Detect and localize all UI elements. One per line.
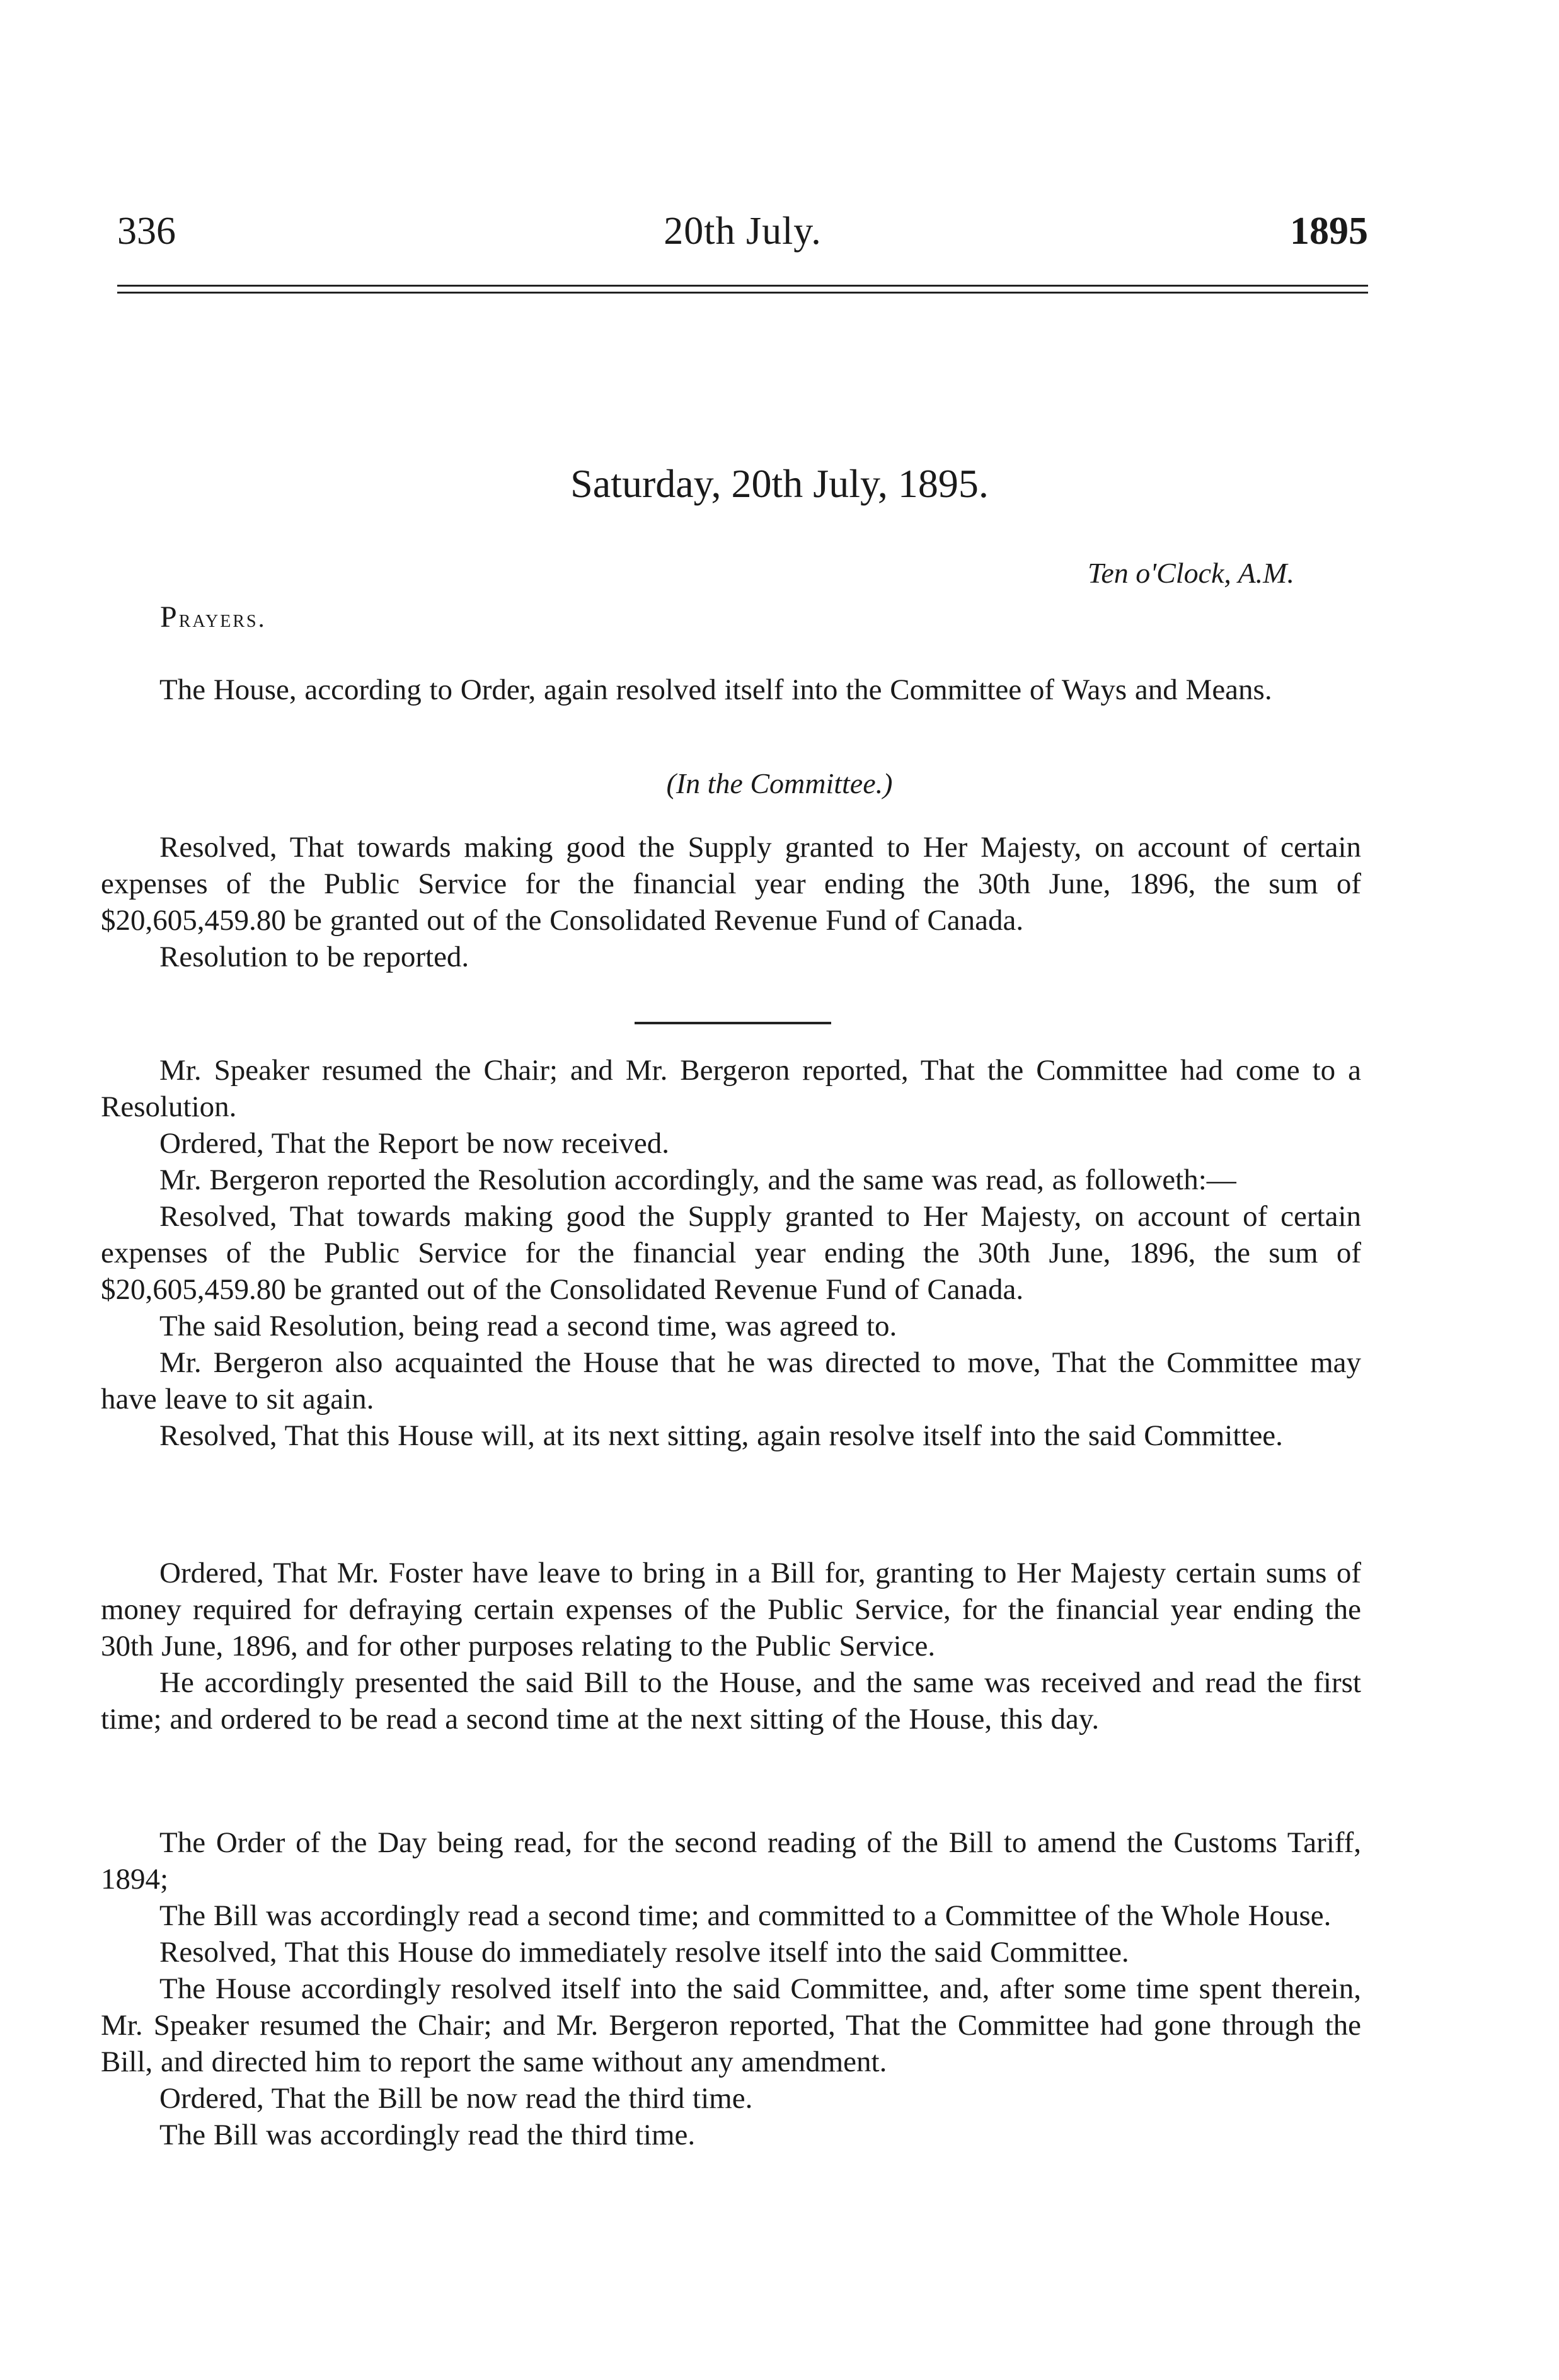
report-section <box>101 1052 1361 1454</box>
paragraph: He accordingly presented the said Bill to the House, and the same was received and read the first time; and ordered to be read a second time at the next sitting of the House, this day. <box>101 1666 1361 1736</box>
paragraph: Ordered, That the Report be now received. <box>159 1127 670 1160</box>
paragraph: Resolution to be reported. <box>159 941 469 973</box>
paragraph: Ordered, That Mr. Foster have leave to bring in a Bill for, granting to Her Majesty certain sums of money required for defraying certain expenses of the Public Service, for the financial year ending the 30th June, 1896, and for other purposes relating to the Public Service. <box>101 1557 1361 1662</box>
paragraph: Resolved, That towards making good the Supply granted to Her Majesty, on account of certain expenses of the Public Service for the financial year ending the 30th June, 1896, the sum of $20,605,459.80 be granted out of the Consolidated Revenue Fund of Canada. <box>101 831 1361 937</box>
paragraph: The House accordingly resolved itself into the said Committee, and, after some time spent therein, Mr. Speaker resumed the Chair; and Mr. Bergeron reported, That the Committee had gone through the Bill, and directed him to report the same without any amendment. <box>101 1972 1361 2078</box>
running-head <box>117 203 1368 260</box>
page-number: 336 <box>117 210 176 253</box>
paragraph: Ordered, That the Bill be now read the third time. <box>159 2082 753 2115</box>
paragraph: Resolved, That this House do immediately resolve itself into the said Committee. <box>159 1936 1129 1969</box>
paragraph: Mr. Bergeron also acquainted the House that he was directed to move, That the Committee may have leave to sit again. <box>101 1346 1361 1416</box>
sitting-date: Saturday, 20th July, 1895. <box>570 461 989 506</box>
running-head-year: 1895 <box>1290 210 1368 253</box>
paragraph: Resolved, That this House will, at its next sitting, again resolve itself into the said Committee. <box>159 1419 1283 1452</box>
paragraph: The Order of the Day being read, for the second reading of the Bill to amend the Customs Tariff, 1894; <box>101 1826 1361 1896</box>
sitting-time: Ten o'Clock, A.M. <box>1088 557 1294 589</box>
customs-tariff-section <box>101 1824 1361 2153</box>
paragraph: Resolved, That towards making good the Supply granted to Her Majesty, on account of certain expenses of the Public Service for the financial year ending the 30th June, 1896, the sum of $20,605,459.80 be granted out of the Consolidated Revenue Fund of Canada. <box>101 1200 1361 1306</box>
prayers-heading: Prayers. <box>160 600 267 634</box>
paragraph: The Bill was accordingly read a second time; and committed to a Committee of the Whole House. <box>159 1899 1332 1932</box>
paragraph: The said Resolution, being read a second time, was agreed to. <box>159 1310 897 1342</box>
ways-and-means-opening <box>101 672 1361 708</box>
foster-bill-section <box>101 1555 1361 1737</box>
paragraph: Mr. Speaker resumed the Chair; and Mr. Bergeron reported, That the Committee had come to a Resolution. <box>101 1054 1361 1123</box>
running-head-date: 20th July. <box>664 210 822 253</box>
paragraph: The House, according to Order, again resolved itself into the Committee of Ways and Means. <box>159 673 1272 706</box>
section-divider <box>635 1022 831 1024</box>
paragraph: The Bill was accordingly read the third time. <box>159 2119 696 2151</box>
header-double-rule <box>117 285 1368 294</box>
paragraph: Mr. Bergeron reported the Resolution accordingly, and the same was read, as followeth:— <box>159 1164 1236 1196</box>
committee-resolution <box>101 829 1361 975</box>
in-committee-note: (In the Committee.) <box>666 767 893 799</box>
